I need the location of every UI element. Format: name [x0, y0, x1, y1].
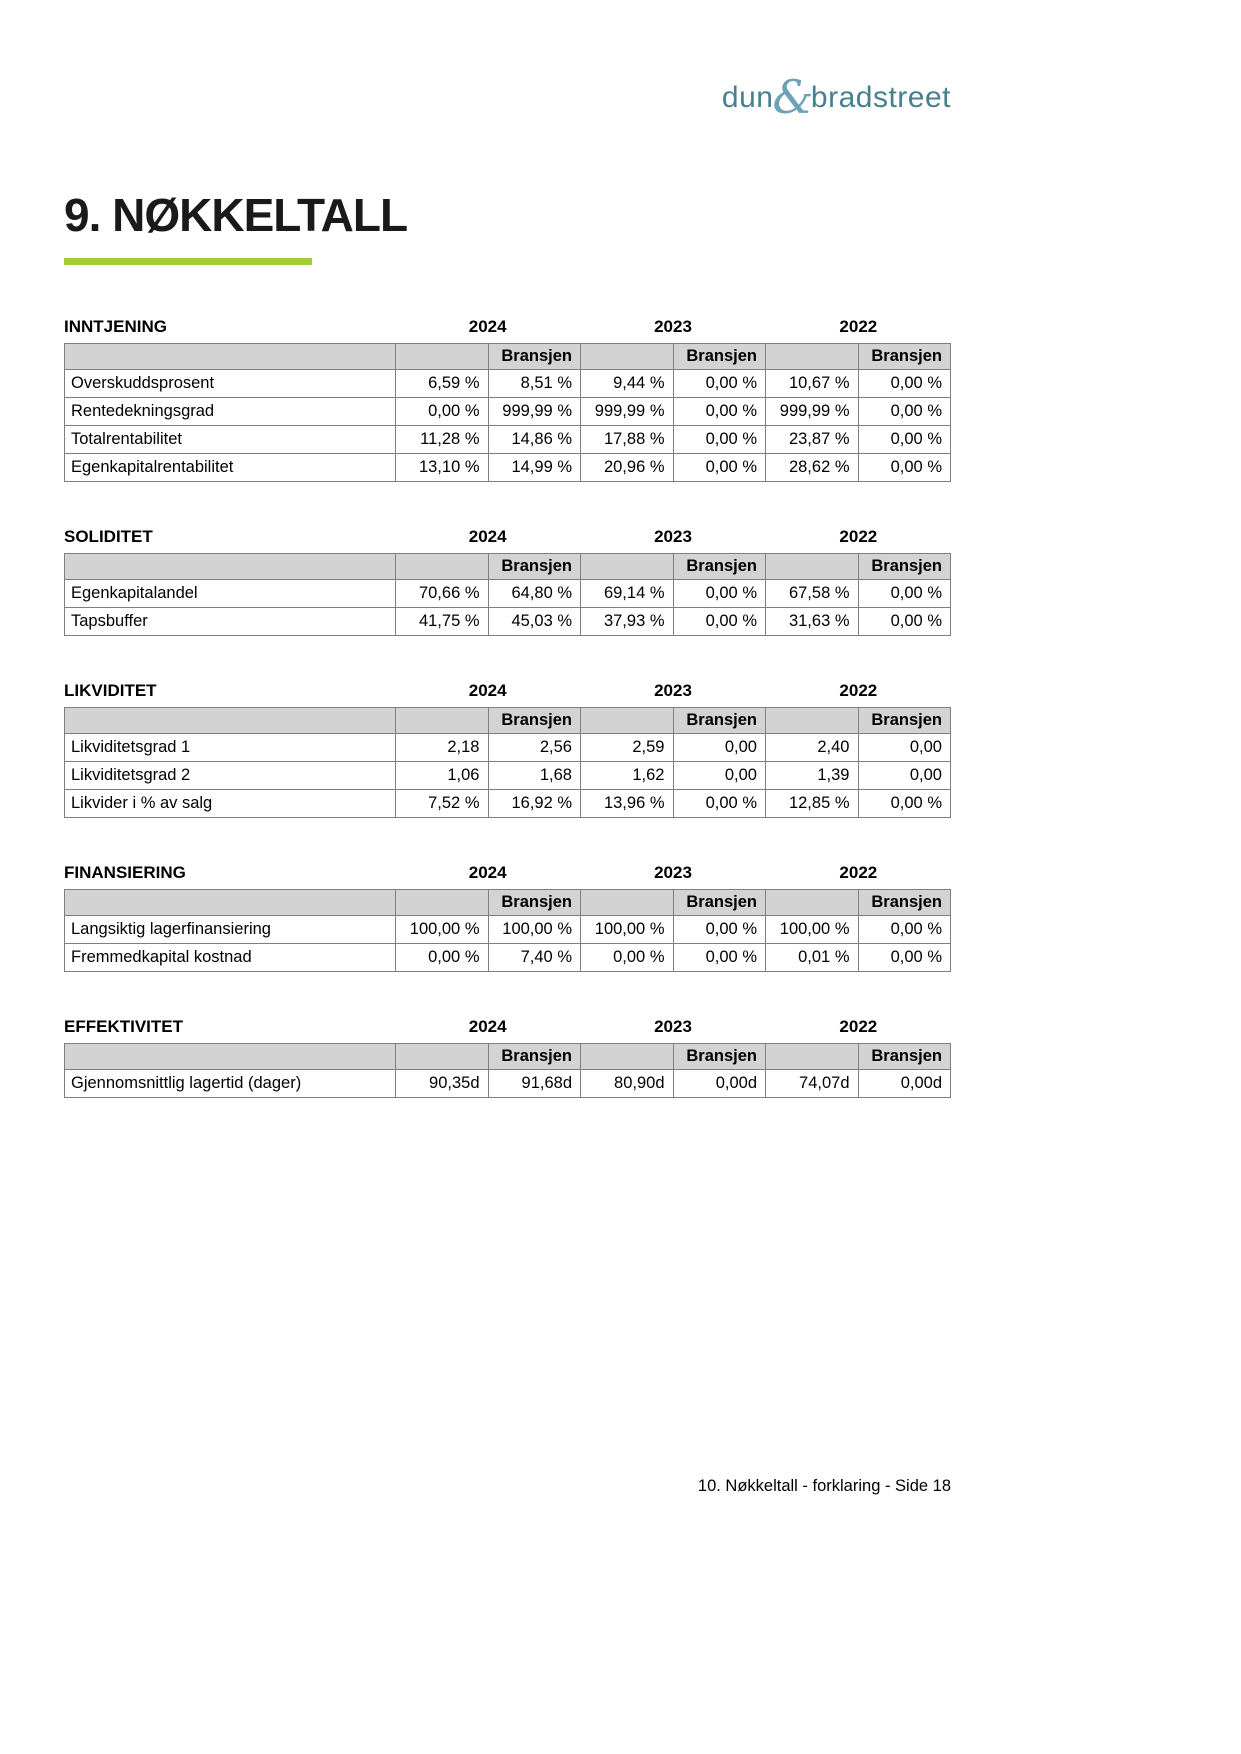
- value-cell: 0,00 %: [673, 454, 766, 482]
- value-cell: 74,07d: [766, 1070, 859, 1098]
- kpi-table: [64, 707, 951, 818]
- year-label-2023: 2023: [654, 317, 692, 336]
- row-label: Tapsbuffer: [65, 608, 396, 636]
- value-cell: 91,68d: [488, 1070, 581, 1098]
- section-soliditet: [64, 527, 951, 636]
- row-label: Overskuddsprosent: [65, 370, 396, 398]
- row-label: Egenkapitalandel: [65, 580, 396, 608]
- value-cell: 8,51 %: [488, 370, 581, 398]
- value-cell: 0,00 %: [858, 944, 951, 972]
- value-cell: 14,99 %: [488, 454, 581, 482]
- value-cell: 28,62 %: [766, 454, 859, 482]
- empty-cell: [581, 344, 674, 370]
- value-cell: 13,10 %: [396, 454, 489, 482]
- section-title: LIKVIDITET: [64, 681, 157, 700]
- year-label-2024: 2024: [468, 317, 507, 336]
- bransjen-header: Bransjen: [488, 344, 581, 370]
- year-label-2022: 2022: [839, 1017, 878, 1036]
- empty-cell: [581, 890, 674, 916]
- value-cell: 0,00 %: [673, 944, 766, 972]
- value-cell: 0,00 %: [396, 398, 489, 426]
- table-row: [65, 916, 951, 944]
- row-label: Langsiktig lagerfinansiering: [65, 916, 396, 944]
- value-cell: 0,00 %: [673, 426, 766, 454]
- page-title: 9. NØKKELTALL: [64, 189, 408, 241]
- value-cell: 1,62: [581, 762, 674, 790]
- section-title: INNTJENING: [64, 317, 167, 336]
- bransjen-header: Bransjen: [858, 1044, 951, 1070]
- value-cell: 0,00 %: [858, 454, 951, 482]
- row-label: Likviditetsgrad 2: [65, 762, 396, 790]
- table-row: [65, 790, 951, 818]
- ampersand-icon: &: [772, 70, 814, 124]
- value-cell: 0,00: [673, 762, 766, 790]
- value-cell: 69,14 %: [581, 580, 674, 608]
- section-effektivitet: [64, 1017, 951, 1098]
- year-label-2022: 2022: [839, 317, 878, 336]
- year-label-2022: 2022: [839, 863, 878, 882]
- empty-cell: [581, 708, 674, 734]
- title-accent-bar: [64, 258, 312, 265]
- empty-cell: [65, 890, 396, 916]
- value-cell: 0,00 %: [858, 426, 951, 454]
- table-header-row: [64, 1017, 951, 1043]
- table-row: [65, 370, 951, 398]
- value-cell: 2,59: [581, 734, 674, 762]
- value-cell: 41,75 %: [396, 608, 489, 636]
- value-cell: 7,52 %: [396, 790, 489, 818]
- value-cell: 100,00 %: [396, 916, 489, 944]
- value-cell: 100,00 %: [766, 916, 859, 944]
- section-finansiering: [64, 863, 951, 972]
- value-cell: 6,59 %: [396, 370, 489, 398]
- empty-cell: [396, 708, 489, 734]
- value-cell: 2,40: [766, 734, 859, 762]
- dun-bradstreet-logo: [64, 70, 951, 124]
- value-cell: 0,00 %: [673, 580, 766, 608]
- kpi-table: [64, 553, 951, 636]
- value-cell: 0,00d: [858, 1070, 951, 1098]
- table-row: [65, 1070, 951, 1098]
- value-cell: 100,00 %: [488, 916, 581, 944]
- bransjen-header: Bransjen: [673, 708, 766, 734]
- value-cell: 2,18: [396, 734, 489, 762]
- value-cell: 12,85 %: [766, 790, 859, 818]
- section-title: SOLIDITET: [64, 527, 153, 546]
- value-cell: 999,99 %: [581, 398, 674, 426]
- section-title: FINANSIERING: [64, 863, 186, 882]
- table-header-row: [64, 681, 951, 707]
- value-cell: 0,00 %: [673, 916, 766, 944]
- year-label-2023: 2023: [654, 527, 692, 546]
- empty-cell: [581, 554, 674, 580]
- empty-cell: [766, 1044, 859, 1070]
- value-cell: 23,87 %: [766, 426, 859, 454]
- section-likviditet: [64, 681, 951, 818]
- value-cell: 14,86 %: [488, 426, 581, 454]
- value-cell: 90,35d: [396, 1070, 489, 1098]
- value-cell: 9,44 %: [581, 370, 674, 398]
- empty-cell: [766, 890, 859, 916]
- value-cell: 31,63 %: [766, 608, 859, 636]
- table-row: [65, 454, 951, 482]
- value-cell: 0,00 %: [858, 398, 951, 426]
- kpi-table: [64, 343, 951, 482]
- bransjen-header: Bransjen: [673, 890, 766, 916]
- value-cell: 1,68: [488, 762, 581, 790]
- value-cell: 999,99 %: [488, 398, 581, 426]
- page-footer: 10. Nøkkeltall - forklaring - Side 18: [697, 1477, 951, 1495]
- logo-text-bradstreet: bradstreet: [810, 81, 951, 114]
- year-label-2024: 2024: [468, 527, 507, 546]
- table-header-row: [64, 863, 951, 889]
- value-cell: 0,01 %: [766, 944, 859, 972]
- empty-cell: [581, 1044, 674, 1070]
- bransjen-header: Bransjen: [673, 1044, 766, 1070]
- bransjen-header: Bransjen: [488, 1044, 581, 1070]
- value-cell: 70,66 %: [396, 580, 489, 608]
- bransjen-header: Bransjen: [673, 554, 766, 580]
- empty-cell: [766, 708, 859, 734]
- table-header-row: [64, 527, 951, 553]
- bransjen-header: Bransjen: [673, 344, 766, 370]
- value-cell: 11,28 %: [396, 426, 489, 454]
- value-cell: 45,03 %: [488, 608, 581, 636]
- value-cell: 10,67 %: [766, 370, 859, 398]
- value-cell: 1,39: [766, 762, 859, 790]
- table-row: [65, 608, 951, 636]
- value-cell: 0,00: [673, 734, 766, 762]
- empty-cell: [65, 554, 396, 580]
- year-label-2024: 2024: [468, 1017, 507, 1036]
- value-cell: 20,96 %: [581, 454, 674, 482]
- empty-cell: [396, 554, 489, 580]
- value-cell: 0,00 %: [673, 790, 766, 818]
- table-row: [65, 426, 951, 454]
- empty-cell: [766, 344, 859, 370]
- value-cell: 0,00 %: [858, 916, 951, 944]
- bransjen-header-row: [65, 708, 951, 734]
- value-cell: 0,00 %: [396, 944, 489, 972]
- bransjen-header-row: [65, 890, 951, 916]
- empty-cell: [766, 554, 859, 580]
- value-cell: 1,06: [396, 762, 489, 790]
- bransjen-header-row: [65, 344, 951, 370]
- bransjen-header: Bransjen: [488, 708, 581, 734]
- bransjen-header-row: [65, 554, 951, 580]
- value-cell: 0,00 %: [858, 608, 951, 636]
- value-cell: 0,00 %: [858, 370, 951, 398]
- value-cell: 0,00: [858, 734, 951, 762]
- empty-cell: [396, 1044, 489, 1070]
- value-cell: 100,00 %: [581, 916, 674, 944]
- value-cell: 0,00 %: [581, 944, 674, 972]
- kpi-table: [64, 889, 951, 972]
- value-cell: 16,92 %: [488, 790, 581, 818]
- table-row: [65, 398, 951, 426]
- value-cell: 80,90d: [581, 1070, 674, 1098]
- kpi-table: [64, 1043, 951, 1098]
- logo-text-dun: dun: [721, 81, 774, 114]
- table-row: [65, 734, 951, 762]
- bransjen-header: Bransjen: [488, 890, 581, 916]
- value-cell: 67,58 %: [766, 580, 859, 608]
- bransjen-header: Bransjen: [858, 708, 951, 734]
- value-cell: 37,93 %: [581, 608, 674, 636]
- empty-cell: [396, 890, 489, 916]
- row-label: Likviditetsgrad 1: [65, 734, 396, 762]
- value-cell: 0,00 %: [858, 580, 951, 608]
- row-label: Fremmedkapital kostnad: [65, 944, 396, 972]
- bransjen-header: Bransjen: [858, 890, 951, 916]
- row-label: Totalrentabilitet: [65, 426, 396, 454]
- bransjen-header: Bransjen: [858, 554, 951, 580]
- section-inntjening: [64, 317, 951, 482]
- value-cell: 13,96 %: [581, 790, 674, 818]
- year-label-2023: 2023: [654, 1017, 692, 1036]
- year-label-2024: 2024: [468, 863, 507, 882]
- row-label: Rentedekningsgrad: [65, 398, 396, 426]
- bransjen-header: Bransjen: [858, 344, 951, 370]
- row-label: Egenkapitalrentabilitet: [65, 454, 396, 482]
- report-page: [64, 0, 951, 1098]
- year-label-2023: 2023: [654, 681, 692, 700]
- value-cell: 0,00 %: [673, 608, 766, 636]
- row-label: Likvider i % av salg: [65, 790, 396, 818]
- table-header-row: [64, 317, 951, 343]
- year-label-2022: 2022: [839, 527, 878, 546]
- bransjen-header-row: [65, 1044, 951, 1070]
- value-cell: 0,00 %: [858, 790, 951, 818]
- value-cell: 2,56: [488, 734, 581, 762]
- table-row: [65, 944, 951, 972]
- row-label: Gjennomsnittlig lagertid (dager): [65, 1070, 396, 1098]
- value-cell: 0,00 %: [673, 370, 766, 398]
- year-label-2023: 2023: [654, 863, 692, 882]
- empty-cell: [65, 344, 396, 370]
- value-cell: 17,88 %: [581, 426, 674, 454]
- value-cell: 7,40 %: [488, 944, 581, 972]
- year-label-2022: 2022: [839, 681, 878, 700]
- value-cell: 64,80 %: [488, 580, 581, 608]
- value-cell: 0,00 %: [673, 398, 766, 426]
- empty-cell: [65, 708, 396, 734]
- table-row: [65, 762, 951, 790]
- empty-cell: [65, 1044, 396, 1070]
- bransjen-header: Bransjen: [488, 554, 581, 580]
- value-cell: 0,00d: [673, 1070, 766, 1098]
- table-row: [65, 580, 951, 608]
- section-title: EFFEKTIVITET: [64, 1017, 183, 1036]
- year-label-2024: 2024: [468, 681, 507, 700]
- value-cell: 0,00: [858, 762, 951, 790]
- empty-cell: [396, 344, 489, 370]
- value-cell: 999,99 %: [766, 398, 859, 426]
